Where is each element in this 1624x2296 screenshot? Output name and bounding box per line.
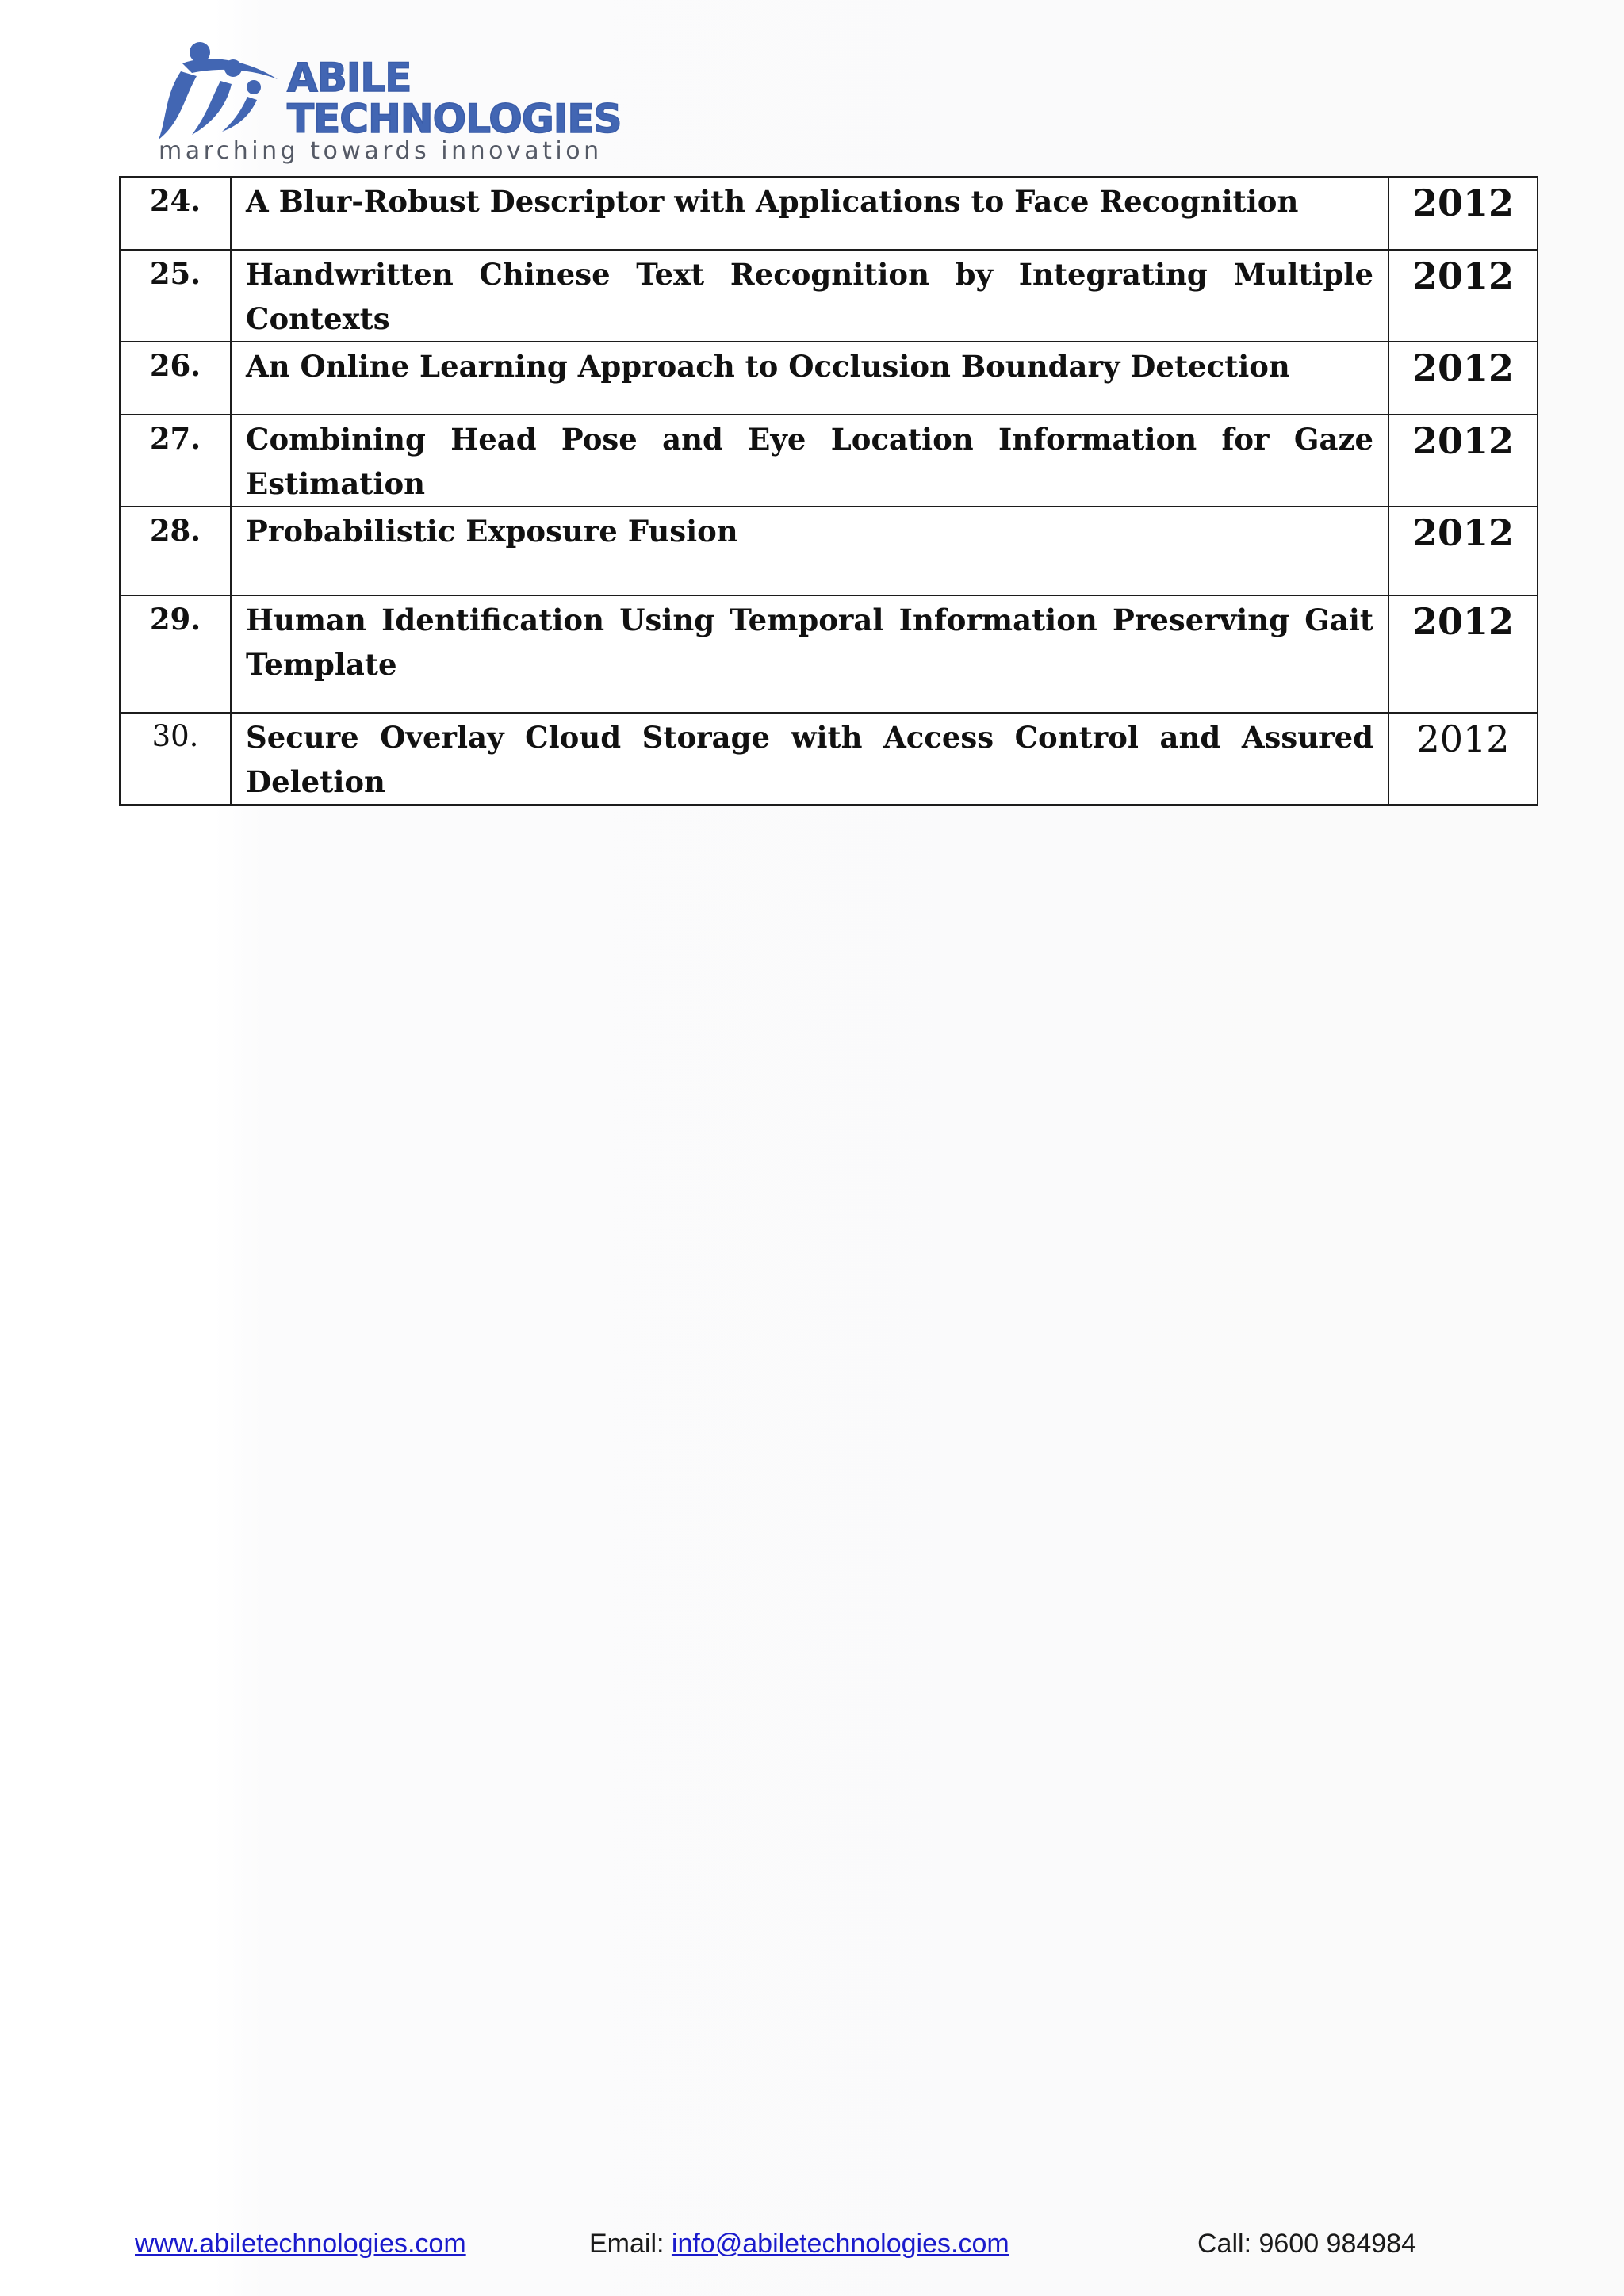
logo-line-1: ABILE xyxy=(287,55,412,101)
logo-tagline: marching towards innovation xyxy=(159,137,603,165)
row-number: 30. xyxy=(120,713,231,805)
logo-line-2: TECHNOLOGIES xyxy=(287,96,622,142)
company-logo xyxy=(151,40,674,166)
project-titles-table xyxy=(119,176,1538,806)
table-row xyxy=(120,250,1538,342)
row-title: Probabilistic Exposure Fusion xyxy=(231,507,1388,595)
page-footer xyxy=(0,2226,1624,2266)
row-number: 28. xyxy=(120,507,231,595)
email-link[interactable]: info@abiletechnologies.com xyxy=(671,2229,1009,2259)
row-title: Handwritten Chinese Text Recognition by Integrating Multiple Contexts xyxy=(231,250,1388,342)
row-title: Secure Overlay Cloud Storage with Access Control and Assured Deletion xyxy=(231,713,1388,805)
row-number: 26. xyxy=(120,342,231,415)
row-year: 2012 xyxy=(1388,507,1538,595)
row-year: 2012 xyxy=(1388,342,1538,415)
row-number: 29. xyxy=(120,595,231,713)
dancing-figures-logo-icon xyxy=(151,40,289,143)
row-number: 25. xyxy=(120,250,231,342)
row-title: Human Identification Using Temporal Information Preserving Gait Template xyxy=(231,595,1388,713)
logo-wordmark xyxy=(287,57,622,140)
table-row xyxy=(120,507,1538,595)
row-title: An Online Learning Approach to Occlusion Boundary Detection xyxy=(231,342,1388,415)
table-row xyxy=(120,342,1538,415)
email-label: Email: xyxy=(589,2229,672,2259)
website-link[interactable]: www.abiletechnologies.com xyxy=(135,2229,466,2259)
table-row xyxy=(120,713,1538,805)
row-year: 2012 xyxy=(1388,415,1538,507)
row-year: 2012 xyxy=(1388,177,1538,250)
table-row xyxy=(120,177,1538,250)
row-year: 2012 xyxy=(1388,713,1538,805)
table-row xyxy=(120,595,1538,713)
row-title: A Blur-Robust Descriptor with Applications to Face Recognition xyxy=(231,177,1388,250)
row-number: 27. xyxy=(120,415,231,507)
row-number: 24. xyxy=(120,177,231,250)
row-year: 2012 xyxy=(1388,250,1538,342)
phone-number: Call: 9600 984984 xyxy=(1197,2229,1417,2259)
table-row xyxy=(120,415,1538,507)
email-block xyxy=(589,2226,1009,2261)
row-title: Combining Head Pose and Eye Location Information for Gaze Estimation xyxy=(231,415,1388,507)
row-year: 2012 xyxy=(1388,595,1538,713)
